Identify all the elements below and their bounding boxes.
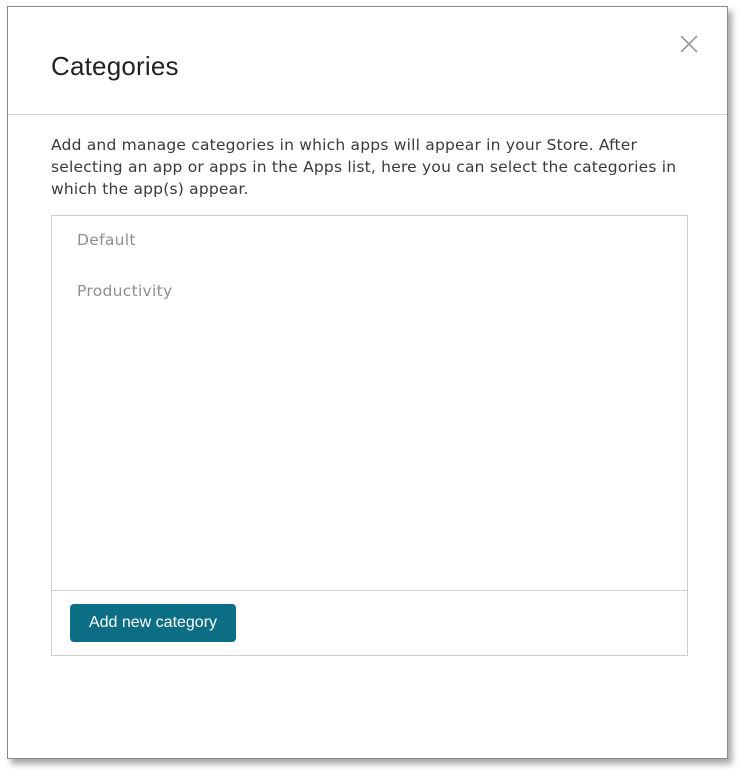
category-list-footer [52,590,687,655]
list-item-default[interactable]: Default [77,231,136,249]
category-list [51,215,688,656]
list-item-productivity[interactable]: Productivity [77,282,173,300]
add-new-category-button[interactable]: Add new category [70,604,236,642]
close-icon [679,34,699,54]
categories-dialog [7,6,728,759]
dialog-title: Categories [51,51,179,81]
dialog-description: Add and manage categories in which apps will appear in your Store. After selecting an app or apps in the Apps list, here you can select the categories in which the app(s) appear. [51,136,677,198]
dialog-header [8,7,727,115]
close-button[interactable] [679,34,699,54]
